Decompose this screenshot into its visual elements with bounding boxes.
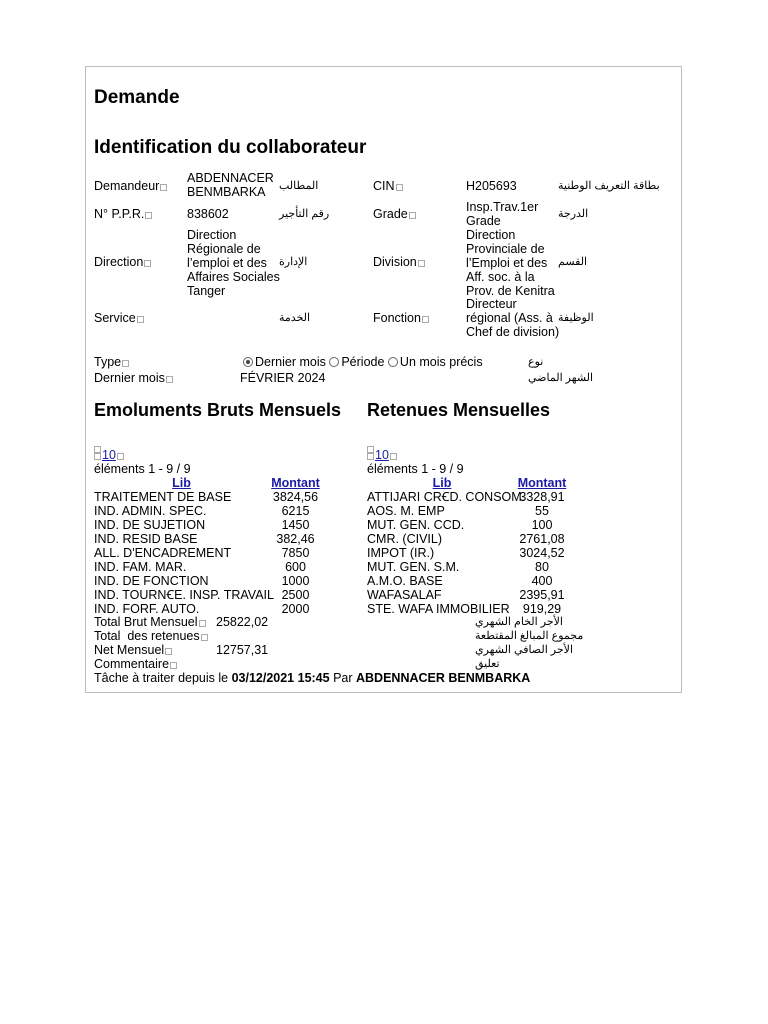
- division-label: Division: [373, 255, 425, 269]
- row-lib: MUT. GEN. S.M.: [367, 560, 460, 574]
- row-montant: 2395,91: [519, 588, 565, 602]
- row-lib: IND. RESID BASE: [94, 532, 198, 546]
- table-row: [367, 532, 567, 546]
- row-lib: IND. ADMIN. SPEC.: [94, 504, 207, 518]
- row-montant: 2000: [281, 602, 310, 616]
- retenues-pager: [367, 448, 397, 462]
- dernier-mois-arabic: الشهر الماضي: [528, 372, 594, 384]
- row-montant: 100: [531, 518, 553, 532]
- dernier-mois-value: FÉVRIER 2024: [240, 371, 326, 385]
- retenues-count: éléments 1 - 9 / 9: [367, 462, 464, 476]
- ppr-arabic: رقم التأجير: [279, 208, 330, 220]
- row-montant: 3024,52: [519, 546, 565, 560]
- row-montant: 6215: [281, 504, 310, 518]
- table-row: [367, 602, 567, 616]
- table-row: [94, 546, 322, 560]
- row-montant: 55: [535, 504, 549, 518]
- col-lib-sort[interactable]: Lib: [432, 476, 452, 490]
- row-montant: 3824,56: [272, 490, 319, 504]
- retenues-table: [367, 476, 567, 616]
- row-lib: A.M.O. BASE: [367, 574, 443, 588]
- table-row: [94, 504, 322, 518]
- commentaire-arabic: تعليق: [475, 658, 500, 670]
- col-montant-sort[interactable]: Montant: [517, 476, 567, 490]
- radio-un-mois-precis[interactable]: Un mois précis: [388, 355, 483, 369]
- task-user: ABDENNACER BENMBARKA: [356, 671, 531, 685]
- row-montant: 2761,08: [519, 532, 565, 546]
- page-size-link[interactable]: 10: [375, 448, 389, 462]
- task-date: 03/12/2021 15:45: [231, 671, 330, 685]
- row-montant: 3328,91: [519, 490, 565, 504]
- demandeur-arabic: المطالب: [279, 180, 319, 192]
- table-row: [94, 574, 322, 588]
- demandeur-value: ABDENNACER BENMBARKA: [187, 171, 274, 199]
- emoluments-table: [94, 476, 322, 616]
- row-lib: TRAITEMENT DE BASE: [94, 490, 232, 504]
- table-row: [367, 518, 567, 532]
- direction-arabic: الإدارة: [279, 256, 308, 268]
- radio-selected-icon: [243, 357, 253, 367]
- table-row: [367, 490, 567, 504]
- row-lib: ATTIJARI CRꞒD. CONSOM.: [367, 490, 526, 504]
- type-arabic: نوع: [528, 356, 544, 368]
- emoluments-count: éléments 1 - 9 / 9: [94, 462, 191, 476]
- total-retenues-label: Total des retenues: [94, 629, 208, 643]
- table-row: [94, 588, 322, 602]
- radio-empty-icon: [329, 357, 339, 367]
- page-size-link[interactable]: 10: [102, 448, 116, 462]
- fonction-value: Directeur régional (Ass. à Chef de division): [466, 297, 560, 339]
- demandeur-label: Demandeur: [94, 179, 167, 193]
- emoluments-pager: [94, 448, 124, 462]
- net-mensuel-arabic: الأجر الصافي الشهري: [475, 644, 574, 656]
- retenues-header-row: [367, 476, 567, 490]
- row-montant: 382,46: [276, 532, 315, 546]
- radio-dernier-mois[interactable]: Dernier mois: [243, 355, 326, 369]
- table-row: [367, 588, 567, 602]
- row-montant: 80: [535, 560, 549, 574]
- cin-value: H205693: [466, 179, 517, 193]
- ppr-value: 838602: [187, 207, 229, 221]
- row-lib: IND. DE SUJETION: [94, 518, 206, 532]
- total-retenues-arabic: مجموع المبالغ المقتطعة: [475, 630, 584, 642]
- row-lib: IND. FORF. AUTO.: [94, 602, 200, 616]
- row-montant: 7850: [281, 546, 310, 560]
- cin-arabic: بطاقة التعريف الوطنية: [558, 180, 660, 192]
- row-montant: 600: [285, 560, 306, 574]
- row-montant: 1450: [281, 518, 310, 532]
- division-arabic: القسم: [558, 256, 588, 268]
- total-brut-arabic: الأجر الخام الشهري: [475, 616, 563, 628]
- type-radio-group: [243, 355, 483, 369]
- row-lib: STE. WAFA IMMOBILIER: [367, 602, 510, 616]
- table-row: [367, 560, 567, 574]
- row-lib: IND. FAM. MAR.: [94, 560, 187, 574]
- table-row: [94, 518, 322, 532]
- emoluments-header-row: [94, 476, 322, 490]
- section-title-emoluments: Emoluments Bruts Mensuels: [94, 400, 342, 420]
- service-label: Service: [94, 311, 144, 325]
- table-row: [367, 574, 567, 588]
- table-row: [94, 602, 322, 616]
- page-title: Demande: [94, 87, 180, 108]
- row-lib: IND. TOURNꞒE. INSP. TRAVAIL: [94, 588, 274, 602]
- cin-label: CIN: [373, 179, 403, 193]
- row-lib: WAFASALAF: [367, 588, 442, 602]
- row-montant: 2500: [281, 588, 310, 602]
- grade-label: Grade: [373, 207, 416, 221]
- fonction-label: Fonction: [373, 311, 429, 325]
- ppr-label: N° P.P.R.: [94, 207, 152, 221]
- net-mensuel-value: 12757,31: [216, 643, 269, 657]
- col-montant-sort[interactable]: Montant: [271, 476, 320, 490]
- task-footer: Tâche à traiter depuis le 03/12/2021 15:45 Par ABDENNACER BENMBARKA: [94, 671, 531, 685]
- section-title-retenues: Retenues Mensuelles: [367, 400, 551, 420]
- row-lib: IND. DE FONCTION: [94, 574, 209, 588]
- table-row: [367, 546, 567, 560]
- dernier-mois-label: Dernier mois: [94, 371, 173, 385]
- table-row: [94, 490, 322, 504]
- radio-periode[interactable]: Période: [329, 355, 384, 369]
- row-lib: ALL. D'ENCADREMENT: [94, 546, 232, 560]
- type-label: Type: [94, 355, 129, 369]
- table-row: [94, 560, 322, 574]
- row-montant: 919,29: [522, 602, 562, 616]
- fonction-arabic: الوظيفة: [558, 312, 594, 324]
- total-brut-value: 25822,02: [216, 615, 269, 629]
- net-mensuel-label: Net Mensuel: [94, 643, 172, 657]
- table-row: [367, 504, 567, 518]
- service-arabic: الخدمة: [279, 312, 311, 324]
- row-lib: MUT. GEN. CCD.: [367, 518, 465, 532]
- row-lib: AOS. M. EMP: [367, 504, 445, 518]
- direction-label: Direction: [94, 255, 151, 269]
- section-title-identification: Identification du collaborateur: [94, 137, 367, 158]
- row-lib: CMR. (CIVIL): [367, 532, 442, 546]
- grade-arabic: الدرجة: [558, 208, 589, 220]
- radio-empty-icon: [388, 357, 398, 367]
- table-row: [94, 532, 322, 546]
- col-lib-sort[interactable]: Lib: [172, 476, 191, 490]
- row-montant: 400: [531, 574, 553, 588]
- direction-value: Direction Régionale de l’emploi et des Affaires Sociales Tanger: [187, 228, 280, 298]
- commentaire-label: Commentaire: [94, 657, 177, 671]
- division-value: Direction Provinciale de l’Emploi et des Aff. soc. à la Prov. de Kenitra: [466, 228, 555, 298]
- row-montant: 1000: [281, 574, 310, 588]
- row-lib: IMPOT (IR.): [367, 546, 435, 560]
- grade-value: Insp.Trav.1er Grade: [466, 200, 539, 228]
- total-brut-label: Total Brut Mensuel: [94, 615, 206, 629]
